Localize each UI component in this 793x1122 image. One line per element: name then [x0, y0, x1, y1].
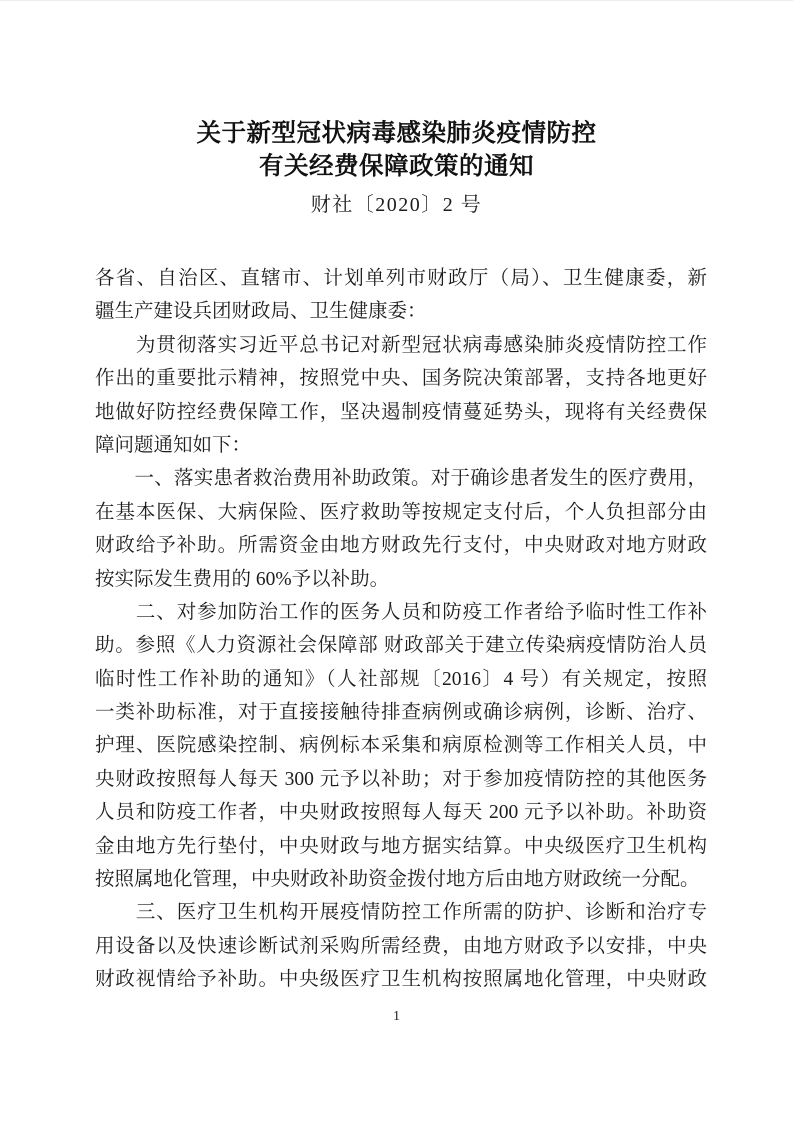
body-line: 央财政按照每人每天 300 元予以补助；对于参加疫情防控的其他医务 — [95, 768, 707, 790]
body-line: 在基本医保、大病保险、医疗救助等按规定支付后，个人负担部分由 — [95, 501, 707, 523]
body-line: 三、医疗卫生机构开展疫情防控工作所需的防护、诊断和治疗专 — [95, 902, 707, 924]
body-line: 财政给予补助。所需资金由地方财政先行支付，中央财政对地方财政 — [95, 535, 707, 557]
body-line: 障问题通知如下： — [95, 434, 252, 456]
body-line: 护理、医院感染控制、病例标本采集和病原检测等工作相关人员，中 — [95, 735, 707, 757]
page-number: 1 — [393, 1009, 400, 1024]
body-line: 各省、自治区、直辖市、计划单列市财政厅（局）、卫生健康委，新 — [95, 268, 707, 289]
document-title-line-1: 关于新型冠状病毒感染肺炎疫情防控 — [196, 120, 597, 147]
body-line: 人员和防疫工作者，中央财政按照每人每天 200 元予以补助。补助资 — [95, 802, 707, 824]
document-body — [95, 262, 707, 997]
body-line: 地做好防控经费保障工作，坚决遏制疫情蔓延势头，现将有关经费保 — [95, 401, 707, 423]
body-line: 按实际发生费用的 60%予以补助。 — [95, 568, 390, 590]
body-line: 一类补助标准，对于直接接触待排查病例或确诊病例，诊断、治疗、 — [95, 702, 707, 724]
body-line: 临时性工作补助的通知》（人社部规〔2016〕4 号）有关规定，按照 — [95, 668, 707, 690]
document-title-line-2: 有关经费保障政策的通知 — [259, 153, 534, 180]
body-line: 二、对参加防治工作的医务人员和防疫工作者给予临时性工作补 — [95, 601, 707, 623]
body-line: 金由地方先行垫付，中央财政与地方据实结算。中央级医疗卫生机构 — [95, 835, 707, 857]
body-line: 用设备以及快速诊断试剂采购所需经费，由地方财政予以安排，中央 — [95, 935, 707, 957]
document-number: 财社〔2020〕2 号 — [310, 194, 483, 216]
body-line: 为贯彻落实习近平总书记对新型冠状病毒感染肺炎疫情防控工作 — [95, 334, 707, 356]
body-line: 疆生产建设兵团财政局、卫生健康委： — [95, 301, 427, 323]
body-line: 助。参照《人力资源社会保障部 财政部关于建立传染病疫情防治人员 — [95, 635, 707, 657]
document-title — [0, 117, 793, 183]
body-line: 按照属地化管理，中央财政补助资金拨付地方后由地方财政统一分配。 — [95, 869, 700, 891]
body-line: 作出的重要批示精神，按照党中央、国务院决策部署，支持各地更好 — [95, 368, 707, 390]
body-line: 一、落实患者救治费用补助政策。对于确诊患者发生的医疗费用， — [95, 468, 707, 490]
body-line: 财政视情给予补助。中央级医疗卫生机构按照属地化管理，中央财政 — [95, 969, 707, 991]
